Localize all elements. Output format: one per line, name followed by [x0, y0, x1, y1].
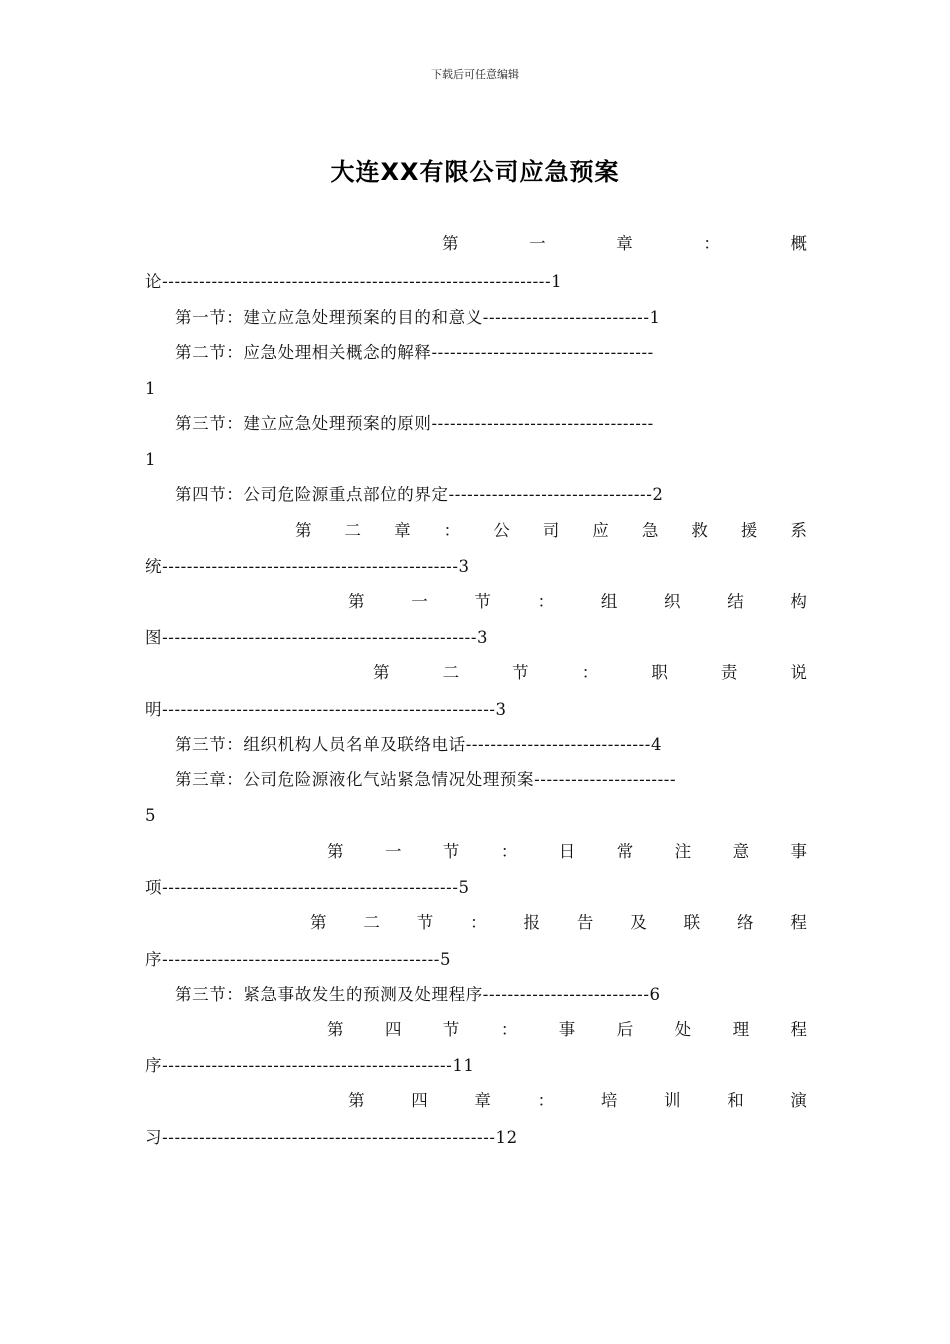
toc-char: 章 [474, 1091, 491, 1110]
toc-char: 及 [630, 913, 647, 932]
toc-char: 后 [616, 1020, 634, 1039]
toc-section-2-1-tail: 图---------------------------------------------------3 [145, 628, 489, 647]
toc-char: 四 [411, 1091, 428, 1110]
toc-char: ： [470, 913, 487, 932]
page-header-note: 下载后可任意编辑 [431, 68, 519, 81]
toc-section-3-4-tail: 序-----------------------------------------------11 [145, 1056, 475, 1075]
toc-section-2-3: 第三节：组织机构人员名单及联络电话------------------------------4 [175, 735, 663, 754]
toc-char: 救 [691, 521, 708, 540]
toc-char: 事 [790, 842, 807, 861]
toc-section-2-2-tail: 明------------------------------------------------------3 [145, 700, 507, 719]
toc-char: 第 [327, 842, 344, 861]
toc-char: 公 [493, 521, 510, 540]
toc-section-1-3-page: 1 [145, 450, 156, 469]
toc-char: 责 [720, 663, 738, 682]
toc-char: 节 [442, 842, 460, 861]
document-title: 大连XX有限公司应急预案 [330, 158, 620, 186]
toc-char: 第 [327, 1020, 344, 1039]
toc-char: 第 [442, 234, 459, 253]
toc-chapter-2-tail: 统------------------------------------------------3 [145, 557, 470, 576]
toc-char: ： [703, 234, 720, 253]
toc-char: 培 [600, 1091, 618, 1110]
toc-char: 一 [384, 842, 402, 861]
toc-char: 章 [394, 521, 411, 540]
toc-char: 援 [740, 521, 758, 540]
toc-char: 节 [512, 663, 529, 682]
toc-char: 节 [474, 592, 491, 611]
toc-char: 演 [790, 1091, 807, 1110]
toc-section-3-1-head [145, 838, 807, 866]
toc-char: 日 [558, 842, 576, 861]
toc-char: 一 [529, 234, 546, 253]
toc-section-2-2-head [145, 659, 807, 687]
toc-char: 常 [616, 842, 634, 861]
toc-char: ： [443, 521, 461, 540]
toc-char: ： [537, 1091, 555, 1110]
toc-char: 节 [442, 1020, 460, 1039]
toc-chapter-1-tail: 论---------------------------------------------------------------1 [145, 272, 563, 291]
toc-section-1-2-page: 1 [145, 379, 156, 398]
toc-char: 说 [790, 663, 807, 682]
toc-char: 第 [373, 663, 390, 682]
toc-section-1-3: 第三节：建立应急处理预案的原则------------------------------------ [175, 414, 654, 433]
toc-char: 概 [790, 234, 807, 253]
toc-chapter-4-head [145, 1087, 807, 1115]
toc-section-1-2: 第二节：应急处理相关概念的解释------------------------------------ [175, 343, 654, 362]
toc-char: 司 [542, 521, 560, 540]
toc-chapter-2-head [145, 517, 807, 545]
toc-char: 联 [683, 913, 701, 932]
toc-char: 第 [348, 1091, 365, 1110]
toc-char: 结 [727, 592, 744, 611]
toc-chapter-3-page: 5 [145, 806, 156, 825]
toc-char: 职 [651, 663, 668, 682]
toc-chapter-1-head [145, 230, 807, 258]
toc-section-3-4-head [145, 1016, 807, 1044]
toc-section-2-1-head [145, 588, 807, 616]
toc-char: 第 [310, 913, 327, 932]
toc-char: 理 [732, 1020, 750, 1039]
toc-section-3-1-tail: 项------------------------------------------------5 [145, 878, 470, 897]
toc-char: 二 [442, 663, 460, 682]
toc-section-1-1: 第一节：建立应急处理预案的目的和意义---------------------------1 [175, 308, 661, 327]
toc-char: 第 [295, 521, 312, 540]
toc-char: 注 [674, 842, 692, 861]
toc-char: 四 [384, 1020, 402, 1039]
toc-char: ： [500, 842, 518, 861]
toc-char: 第 [348, 592, 365, 611]
toc-char: 程 [790, 1020, 807, 1039]
toc-section-3-3: 第三节：紧急事故发生的预测及处理程序---------------------------6 [175, 985, 661, 1004]
toc-section-1-4: 第四节：公司危险源重点部位的界定---------------------------------2 [175, 485, 664, 504]
toc-char: 急 [641, 521, 659, 540]
toc-char: 训 [664, 1091, 681, 1110]
toc-char: 节 [416, 913, 434, 932]
toc-char: 二 [363, 913, 380, 932]
toc-char: ： [537, 592, 555, 611]
toc-char: 事 [558, 1020, 576, 1039]
toc-section-3-2-head [145, 909, 807, 937]
toc-char: 应 [592, 521, 609, 540]
toc-char: 章 [616, 234, 633, 253]
toc-char: 二 [344, 521, 362, 540]
toc-char: 系 [790, 521, 807, 540]
toc-char: 构 [790, 592, 807, 611]
toc-chapter-4-tail: 习------------------------------------------------------12 [145, 1128, 518, 1147]
toc-char: 处 [674, 1020, 692, 1039]
toc-char: 络 [737, 913, 754, 932]
toc-char: 一 [411, 592, 428, 611]
toc-chapter-3: 第三章：公司危险源液化气站紧急情况处理预案----------------------- [175, 770, 677, 789]
toc-char: 意 [732, 842, 750, 861]
toc-char: 程 [790, 913, 807, 932]
toc-char: ： [581, 663, 599, 682]
toc-section-3-2-tail: 序---------------------------------------------5 [145, 950, 452, 969]
toc-char: ： [500, 1020, 518, 1039]
toc-char: 报 [523, 913, 540, 932]
toc-char: 织 [664, 592, 681, 611]
toc-char: 组 [600, 592, 618, 611]
toc-char: 告 [576, 913, 594, 932]
toc-char: 和 [727, 1091, 744, 1110]
